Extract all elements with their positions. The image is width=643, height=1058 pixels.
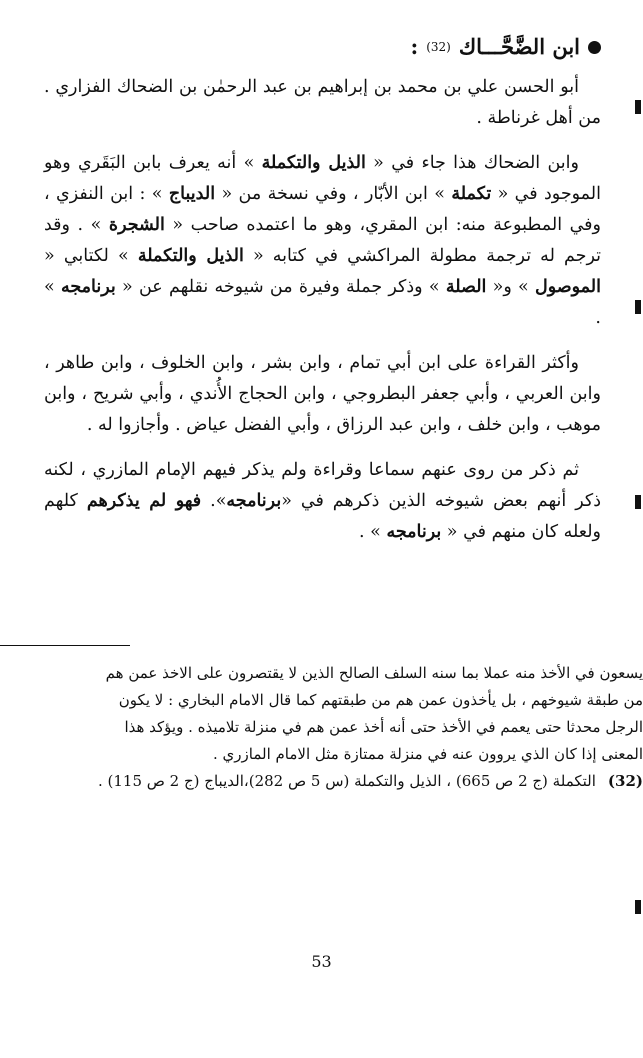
- heading-title: ابن الضَّحَّـــاك: [458, 34, 580, 59]
- text-run: » .: [44, 277, 601, 328]
- scan-edge-mark: [635, 100, 641, 114]
- text-run: ».: [201, 491, 227, 511]
- text-run: كلهم ولعله كان منهم في «: [44, 491, 601, 542]
- text-run: » وذكر جملة وفيرة من شيوخه نقلهم عن «: [115, 277, 446, 297]
- footnote-text: التكملة (ج 2 ص 665) ، الذيل والتكملة (س 5 ص 282)،الديباج (ج 2 ص 115) .: [97, 772, 596, 790]
- scan-edge-mark: [635, 900, 641, 914]
- bold-title-run: الموصول: [535, 277, 601, 297]
- text-run: » ابن الأبّار ، وفي نسخة من «: [215, 184, 452, 204]
- bold-title-run: برنامجه: [386, 522, 442, 542]
- paragraph-4: [44, 455, 601, 548]
- page-body: [44, 30, 601, 562]
- bold-title-run: الصلة: [445, 277, 487, 297]
- bold-title-run: برنامجه: [226, 491, 282, 511]
- footnote-continuation: يسعون في الأخذ منه عملا بما سنه السلف الصالح الذين لا يقتصرون على الاخذ عمن هم من طبقة شيوخهم ، بل يأخذون عمن هم من طبقتهم كما قال الامام البخاري : لا يكون الرجل محدثا حتى يعمم في الأخذ حتى أنه أخذ عمن هم في منزلة تلاميذه . ويؤكد هذا المعنى إذا كان الذي يروون عنه في منزلة ممتازة مثل الامام المازري .: [105, 664, 643, 763]
- footnote-separator: [0, 645, 130, 646]
- bold-title-run: فهو لم يذكرهم: [86, 491, 202, 511]
- text-run: » و«: [486, 277, 536, 297]
- bold-title-run: برنامجه: [60, 277, 116, 297]
- text-run: » . وقد ترجم له ترجمة مطولة المراكشي في كتابه «: [44, 215, 602, 266]
- page-number: 53: [311, 952, 332, 971]
- footnote-32: [86, 768, 643, 795]
- text-run: » .: [359, 522, 387, 542]
- text-run: وأكثر القراءة على ابن أبي تمام ، وابن بشر ، وابن الخلوف ، وابن طاهر ، وابن العربي ، وأبي جعفر البطروجي ، وابن الحجاج الأُندي ، وأبي شريح ، وابن موهب ، وابن خلف ، وابن عبد الرزاق ، وأبي الفضل عياض . وأجازوا له .: [44, 353, 601, 435]
- paragraph-1: [44, 72, 601, 134]
- bold-title-run: الشجرة: [108, 215, 165, 235]
- text-run: وابن الضحاك هذا جاء في «: [365, 153, 579, 173]
- scan-edge-mark: [635, 300, 641, 314]
- footnotes: [86, 660, 643, 795]
- paragraph-3: [44, 348, 601, 441]
- entry-heading: [44, 30, 601, 64]
- bold-title-run: الذيل والتكملة: [261, 153, 366, 173]
- text-run: » : ابن النفزي ، وفي المطبوعة منه: ابن المقري، وهو ما اعتمده صاحب «: [44, 184, 601, 235]
- text-run: » أنه يعرف بابن البَقَري وهو الموجود في «: [44, 153, 601, 204]
- text-run: » لكتابي «: [44, 246, 138, 266]
- paragraph-2: [44, 148, 601, 334]
- bold-title-run: الذيل والتكملة: [137, 246, 244, 266]
- bold-title-run: تكملة: [451, 184, 492, 204]
- bold-title-run: الديباج: [168, 184, 216, 204]
- text-run: ثم ذكر من روى عنهم سماعا وقراءة ولم يذكر فيهم الإمام المازري ، لكنه ذكر أنهم بعض شيوخه الذين ذكرهم في «: [44, 460, 601, 511]
- heading-colon: :: [410, 34, 419, 59]
- footnote-number: (32): [607, 772, 643, 790]
- scan-edge-mark: [635, 495, 641, 509]
- text-run: أبو الحسن علي بن محمد بن إبراهيم بن عبد الرحمٰن بن الضحاك الفزاري . من أهل غرناطة .: [44, 77, 601, 128]
- footnote-reference: (32): [426, 40, 451, 54]
- bullet-icon: [588, 41, 601, 54]
